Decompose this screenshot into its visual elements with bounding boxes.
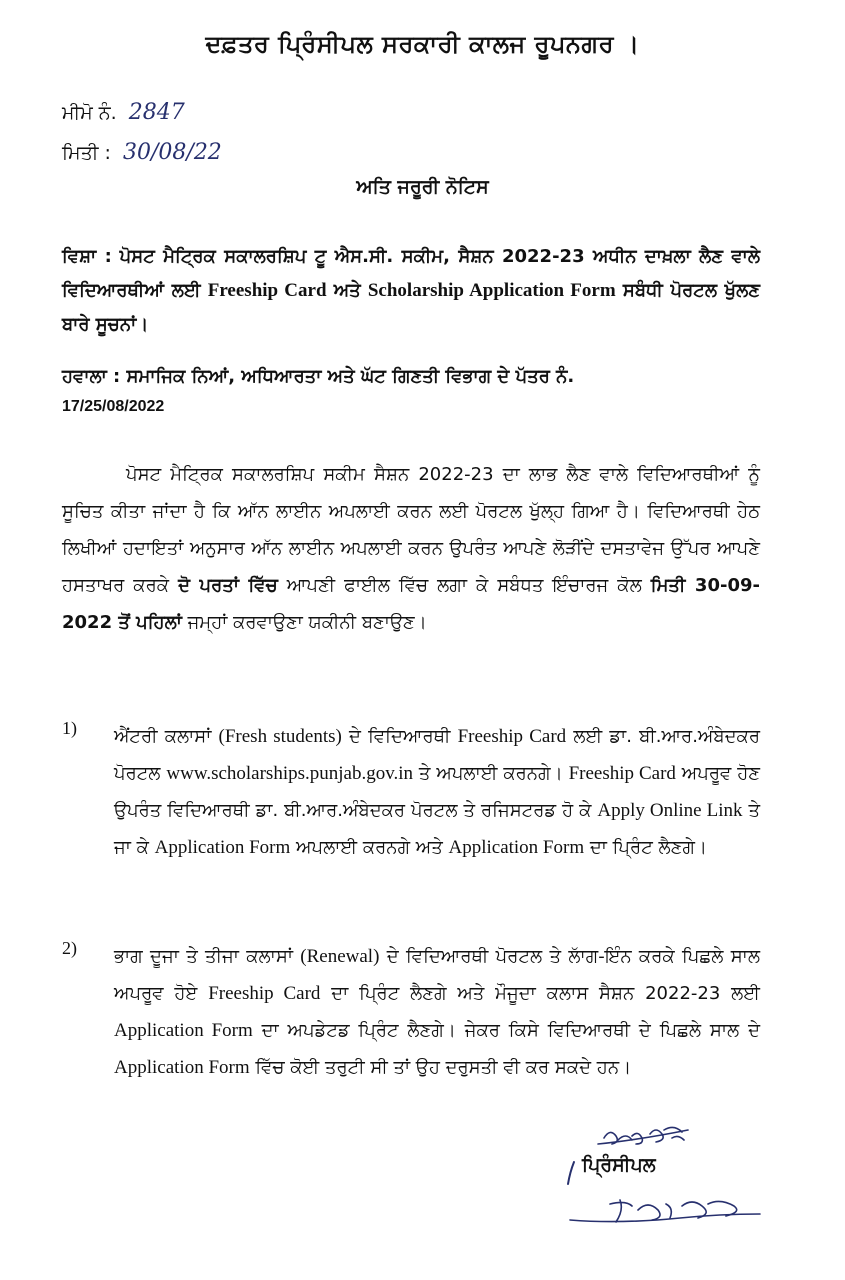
punjabi-text: ਅਪਲਾਈ ਕਰਨਗੇ ਅਤੇ [290, 837, 449, 858]
punjabi-text: ਵਿੱਚ ਕੋਈ ਤਰੁਟੀ ਸੀ ਤਾਂ ਉਹ ਦਰੁਸਤੀ ਵੀ ਕਰ ਸਕਦੇ ਹਨ। [249, 1057, 632, 1078]
subject-label: ਵਿਸ਼ਾ : [62, 246, 112, 267]
signature-label: ਪ੍ਰਿੰਸੀਪਲ [582, 1154, 656, 1176]
body-part-1: ਪੋਸਟ ਮੈਟ੍ਰਿਕ ਸਕਾਲਰਸ਼ਿਪ ਸਕੀਮ ਸੈਸ਼ਨ 2022-23 ਦਾ ਲਾਭ ਲੈਣ ਵਾਲੇ ਵਿਦਿਆਰਥੀਆਂ ਨੂੰ ਸੂਚਿਤ ਕੀਤਾ ਜਾਂਦਾ ਹੈ ਕਿ ਆੱਨ ਲਾਈਨ ਅਪਲਾਈ ਕਰਨ ਲਈ ਪੋਰਟਲ ਖੁੱਲ੍ਹ ਗਿਆ ਹੈ। ਵਿਦਿਆਰਥੀ ਹੇਠ ਲਿਖੀਆਂ ਹਦਾਇਤਾਂ ਅਨੁਸਾਰ ਆੱਨ ਲਾਈਨ ਅਪਲਾਈ ਕਰਨ ਉਪਰੰਤ ਆਪਣੇ ਲੋੜੀਂਦੇ ਦਸਤਾਵੇਜ ਉੱਪਰ ਆਪਣੇ ਹਸਤਾਖਰ ਕਰਕੇ [62, 464, 760, 596]
subject-paragraph [62, 240, 760, 342]
punjabi-text: ਅਪਰੂਵ ਹੋਣ ਉਪਰੰਤ ਵਿਦਿਆਰਥੀ ਡਾ. ਬੀ.ਆਰ.ਅੰਬੇਦਕਰ ਪੋਰਟਲ ਤੇ ਰਜਿਸਟਰਡ ਹੋ ਕੇ [114, 763, 760, 821]
list-item-number: 1) [62, 718, 77, 738]
punjabi-text: ਤੇ ਅਪਲਾਈ ਕਰਨਗੇ। [413, 763, 569, 784]
english-term: Application Form [114, 1020, 253, 1041]
memo-number-line [62, 100, 185, 125]
english-term: Freeship Card [208, 983, 321, 1004]
english-term: Freeship Card [568, 763, 676, 784]
punjabi-text: ਦੇ ਵਿਦਿਆਰਥੀ ਪੋਰਟਲ ਤੇ ਲਾੱਗ-ਇੰਨ ਕਰਕੇ ਪਿਛਲੇ ਸਾਲ ਅਪਰੂਵ ਹੋਏ [114, 946, 761, 1004]
subject-freeship-card: Freeship Card [207, 280, 327, 301]
memo-date-line [62, 140, 222, 165]
english-term: (Fresh students) [218, 726, 342, 747]
body-part-2: ਆਪਣੀ ਫਾਈਲ ਵਿੱਚ ਲਗਾ ਕੇ ਸਬੰਧਤ ਇੰਚਾਰਜ ਕੋਲ [286, 575, 642, 596]
punjabi-text: ਭਾਗ ਦੂਜਾ ਤੇ ਤੀਜਾ ਕਲਾਸਾਂ [114, 946, 301, 967]
punjabi-text: ਤੇ ਜਾ ਕੇ [114, 800, 760, 858]
memo-number-label: ਮੀਮੋ ਨੰ. [62, 102, 117, 124]
english-term: www.scholarships.punjab.gov.in [166, 763, 414, 784]
english-term: Application Form [154, 837, 291, 858]
punjabi-text: ਦਾ ਅਪਡੇਟਡ ਪ੍ਰਿੰਟ ਲੈਣਗੇ। ਜੇਕਰ ਕਿਸੇ ਵਿਦਿਆਰਥੀ ਦੇ ਪਿਛਲੇ ਸਾਲ ਦੇ [252, 1020, 760, 1041]
subject-text-3: ਸਬੰਧੀ ਪੋਰਟਲ ਖੁੱਲਣ ਬਾਰੇ ਸੂਚਨਾਂ। [62, 280, 760, 335]
memo-date-label: ਮਿਤੀ : [62, 142, 111, 164]
punjabi-text: ਐਂਟਰੀ ਕਲਾਸਾਂ [114, 726, 219, 747]
body-bold-2: ਮਿਤੀ 30-09-2022 ਤੋਂ ਪਹਿਲਾਂ [62, 575, 760, 633]
signature-block [560, 1120, 780, 1230]
list-item-number: 2) [62, 938, 77, 958]
memo-date-value: 30/08/22 [123, 140, 222, 165]
english-term: (Renewal) [300, 946, 380, 967]
english-term: Apply Online Link [597, 800, 743, 821]
body-part-3: ਜਮ੍ਹਾਂ ਕਰਵਾਉਣਾ ਯਕੀਨੀ ਬਣਾਉਣ। [187, 612, 427, 633]
english-term: Application Form [448, 837, 585, 858]
office-header: ਦਫ਼ਤਰ ਪ੍ਰਿੰਸੀਪਲ ਸਰਕਾਰੀ ਕਾਲਜ ਰੂਪਨਗਰ । [205, 30, 640, 58]
subject-text-2: ਅਤੇ [333, 280, 361, 301]
reference-label: ਹਵਾਲਾ : [62, 366, 121, 387]
body-paragraph [62, 456, 760, 641]
english-term: Freeship Card [457, 726, 567, 747]
reference-text: ਸਮਾਜਿਕ ਨਿਆਂ, ਅਧਿਆਰਤਾ ਅਤੇ ਘੱਟ ਗਿਣਤੀ ਵਿਭਾਗ ਦੇ ਪੱਤਰ ਨੰ. [126, 366, 575, 387]
punjabi-text: ਲਈ ਡਾ. ਬੀ.ਆਰ.ਅੰਬੇਦਕਰ ਪੋਰਟਲ [114, 726, 760, 784]
notice-title: ਅਤਿ ਜਰੂਰੀ ਨੋਟਿਸ [356, 176, 489, 198]
reference-line [62, 360, 760, 394]
memo-number-value: 2847 [128, 100, 185, 125]
list-item-text [114, 718, 760, 866]
punjabi-text: ਦਾ ਪ੍ਰਿੰਟ ਲੈਣਗੇ ਅਤੇ ਮੌਜੂਦਾ ਕਲਾਸ ਸੈਸ਼ਨ 2022-23 ਲਈ [320, 983, 761, 1004]
subject-text-1: ਪੋਸਟ ਮੈਟ੍ਰਿਕ ਸਕਾਲਰਸ਼ਿਪ ਟੂ ਐਸ.ਸੀ. ਸਕੀਮ, ਸੈਸ਼ਨ 2022-23 ਅਧੀਨ ਦਾਖ਼ਲਾ ਲੈਣ ਵਾਲੇ ਵਿਦਿਆਰਥੀਆਂ ਲਈ [62, 246, 760, 301]
punjabi-text: ਦਾ ਪ੍ਰਿੰਟ ਲੈਣਗੇ। [584, 837, 708, 858]
english-term: Application Form [114, 1057, 250, 1078]
reference-number: 17/25/08/2022 [62, 398, 165, 415]
list-item-text [114, 938, 760, 1086]
punjabi-text: ਦੇ ਵਿਦਿਆਰਥੀ [341, 726, 458, 747]
body-bold-1: ਦੋ ਪਰਤਾਂ ਵਿੱਚ [178, 575, 278, 596]
subject-scholarship-form: Scholarship Application Form [367, 280, 616, 301]
